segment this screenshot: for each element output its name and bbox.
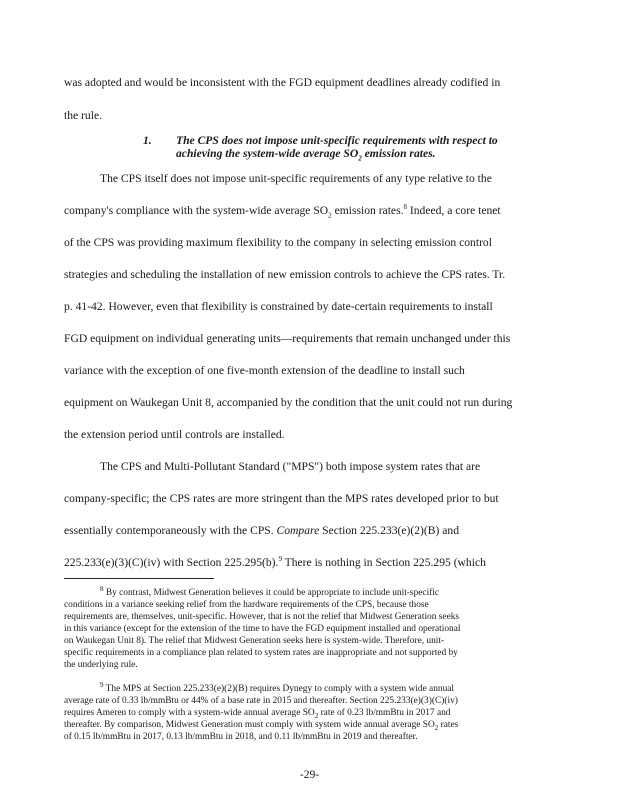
- section-heading-number: 1.: [143, 134, 152, 147]
- footnote9-line2: average rate of 0.33 lb/mmBtu or 44% of a base rate in 2015 and thereafter. Section 225.233(e)(3)(C)(iv): [64, 696, 458, 706]
- para3-text-c: 225.233(e)(3)(C)(iv) with Section 225.295(b).: [64, 556, 279, 569]
- footnote9-text-e: rates: [438, 720, 459, 730]
- footnote9-text-c: rate of 0.23 lb/mmBtu in 2017 and: [318, 708, 451, 718]
- section-heading-line2: [176, 147, 436, 161]
- footnote-ref-8: 8: [403, 203, 407, 212]
- para2-line9: the extension period until controls are installed.: [64, 428, 285, 441]
- section-heading-line1: The CPS does not impose unit-specific requirements with respect to: [176, 134, 498, 147]
- footnote8-line1: [100, 584, 440, 599]
- footnote9-number: 9: [100, 680, 104, 689]
- para2-line7: variance with the exception of one five-month extension of the deadline to install such: [64, 364, 465, 377]
- para2-text-b: emission rates.: [331, 204, 404, 217]
- footnote8-line6: specific requirements in a compliance plan related to system rates are inappropriate and not supported by: [64, 648, 458, 658]
- para2-line2: [64, 204, 501, 218]
- para3-line4: [64, 556, 486, 570]
- footnote8-line7: the underlying rule.: [64, 660, 138, 670]
- page-number: -29-: [299, 768, 320, 781]
- para3-line2: company-specific; the CPS rates are more stringent than the MPS rates developed prior to but: [64, 492, 499, 505]
- footnote9-text-b: requires Ameren to comply with a system-wide annual average SO: [64, 708, 315, 718]
- footnote8-line4: in this variance (except for the extension of the time to have the FGD equipment installed and operational: [64, 624, 461, 634]
- para3-text-d: There is nothing in Section 225.295 (which: [281, 556, 486, 569]
- footnote8-line2: conditions in a variance seeking relief from the hardware requirements of the CPS, because those: [64, 600, 429, 610]
- footnote9-text-d: thereafter. By comparison, Midwest Generation must comply with system wide annual average SO: [64, 720, 435, 730]
- footnote9-line4: [64, 720, 458, 731]
- footnote9-line3: [64, 708, 451, 719]
- para3-text-a: essentially contemporaneously with the CPS.: [64, 524, 277, 537]
- para1-line2: the rule.: [64, 109, 102, 122]
- para2-line3: of the CPS was providing maximum flexibility to the company in selecting emission control: [64, 236, 492, 249]
- para2-line6: FGD equipment on individual generating units—requirements that remain unchanged under this: [64, 332, 511, 345]
- footnote-ref-9: 9: [278, 555, 282, 564]
- footnote8-text-a: By contrast, Midwest Generation believes it could be appropriate to include unit-specific: [103, 588, 440, 598]
- para2-text-a: company's compliance with the system-wide average SO: [64, 204, 329, 217]
- para2-text-c: Indeed, a core tenet: [406, 204, 501, 217]
- footnote9-line5: of 0.15 lb/mmBtu in 2017, 0.13 lb/mmBtu in 2018, and 0.11 lb/mmBtu in 2019 and thereafter.: [64, 732, 418, 742]
- heading-text-a: achieving the system-wide average SO: [176, 147, 359, 160]
- footnote8-line3: requirements are, themselves, unit-specific. However, that is not the relief that Midwest Generation seeks: [64, 612, 460, 622]
- footnote8-line5: on Waukegan Unit 8). The relief that Midwest Generation seeks here is system-wide. Therefore, unit-: [64, 636, 445, 646]
- heading-subscript: 2: [358, 154, 362, 163]
- para1-line1: was adopted and would be inconsistent with the FGD equipment deadlines already codified in: [64, 76, 501, 89]
- para3-line1: The CPS and Multi-Pollutant Standard ("MPS") both impose system rates that are: [100, 460, 481, 473]
- footnote-separator: [64, 578, 214, 579]
- para2-line4: strategies and scheduling the installation of new emission controls to achieve the CPS rates. Tr.: [64, 268, 506, 281]
- heading-text-b: emission rates.: [361, 147, 436, 160]
- para2-subscript: 2: [328, 211, 332, 220]
- footnote9-line1: [100, 680, 455, 695]
- footnote9-text-a: The MPS at Section 225.233(e)(2)(B) requires Dynegy to comply with a system wide annual: [103, 684, 455, 694]
- para2-line5: p. 41-42. However, even that flexibility is constrained by date-certain requirements to install: [64, 300, 493, 313]
- footnote8-number: 8: [100, 584, 104, 593]
- para2-line1: The CPS itself does not impose unit-specific requirements of any type relative to the: [100, 172, 492, 185]
- footnote9-subscript-1: 2: [314, 711, 319, 720]
- para2-line8: equipment on Waukegan Unit 8, accompanied by the condition that the unit could not run during: [64, 396, 513, 409]
- para3-line3: [64, 524, 459, 538]
- footnote9-subscript-2: 2: [434, 723, 439, 732]
- para3-text-b: Section 225.233(e)(2)(B) and: [319, 524, 459, 537]
- compare-italic: Compare: [276, 524, 320, 537]
